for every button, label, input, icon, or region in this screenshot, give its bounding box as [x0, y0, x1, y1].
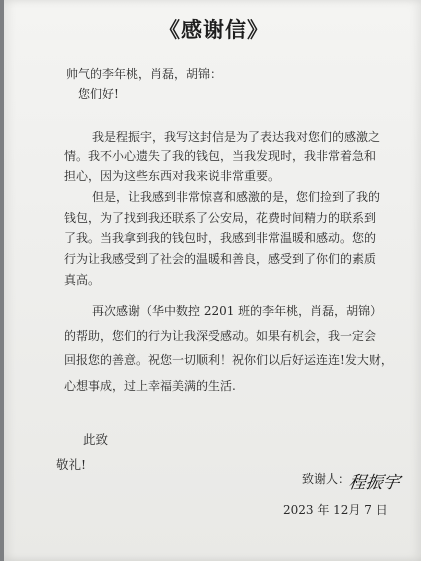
paragraph-line: 真高。 — [64, 273, 101, 287]
letter-title: 《感谢信》 — [159, 17, 269, 42]
paragraph-line: 了我。当我拿到我的钱包时，我感到非常温暖和感动。您的 — [64, 231, 377, 245]
signature-name: 程振宇 — [347, 473, 402, 493]
letter-salutation: 您们好! — [78, 87, 119, 101]
paragraph-line: 但是，让我感到非常惊喜和感激的是，您们捡到了我的 — [92, 190, 381, 204]
paragraph-line: 钱包，为了找到我还联系了公安局，花费时间精力的联系到 — [64, 211, 377, 225]
paragraph-line: 心想事成，过上幸福美满的生活. — [64, 379, 236, 393]
signature-label: 致谢人： — [302, 472, 351, 486]
letter-paper — [4, 0, 421, 561]
letter-greeting: 帅气的李年桃，肖磊，胡锦： — [66, 67, 223, 81]
closing-phrase: 此致 — [83, 432, 109, 447]
paragraph-line: 再次感谢（华中数控 2201 班的李年桃，肖磊，胡锦） — [92, 304, 383, 318]
closing-respect: 敬礼! — [56, 457, 87, 472]
paragraph-line: 的帮助，您们的行为让我深受感动。如果有机会，我一定会 — [64, 329, 377, 343]
paragraph-line: 回报您的善意。祝您一切顺利！祝你们以后好运连连!发大财， — [64, 353, 393, 367]
paragraph-line: 情。我不小心遗失了我的钱包，当我发现时，我非常着急和 — [64, 149, 377, 163]
paragraph-line: 担心，因为这些东西对我来说非常重要。 — [64, 169, 281, 183]
paragraph-line: 我是程振宇，我写这封信是为了表达我对您们的感激之 — [92, 130, 381, 144]
letter-date: 2023 年 12月 7 日 — [283, 503, 388, 517]
paragraph-line: 行为让我感受到了社会的温暖和善良，感受到了你们的素质 — [64, 252, 377, 266]
